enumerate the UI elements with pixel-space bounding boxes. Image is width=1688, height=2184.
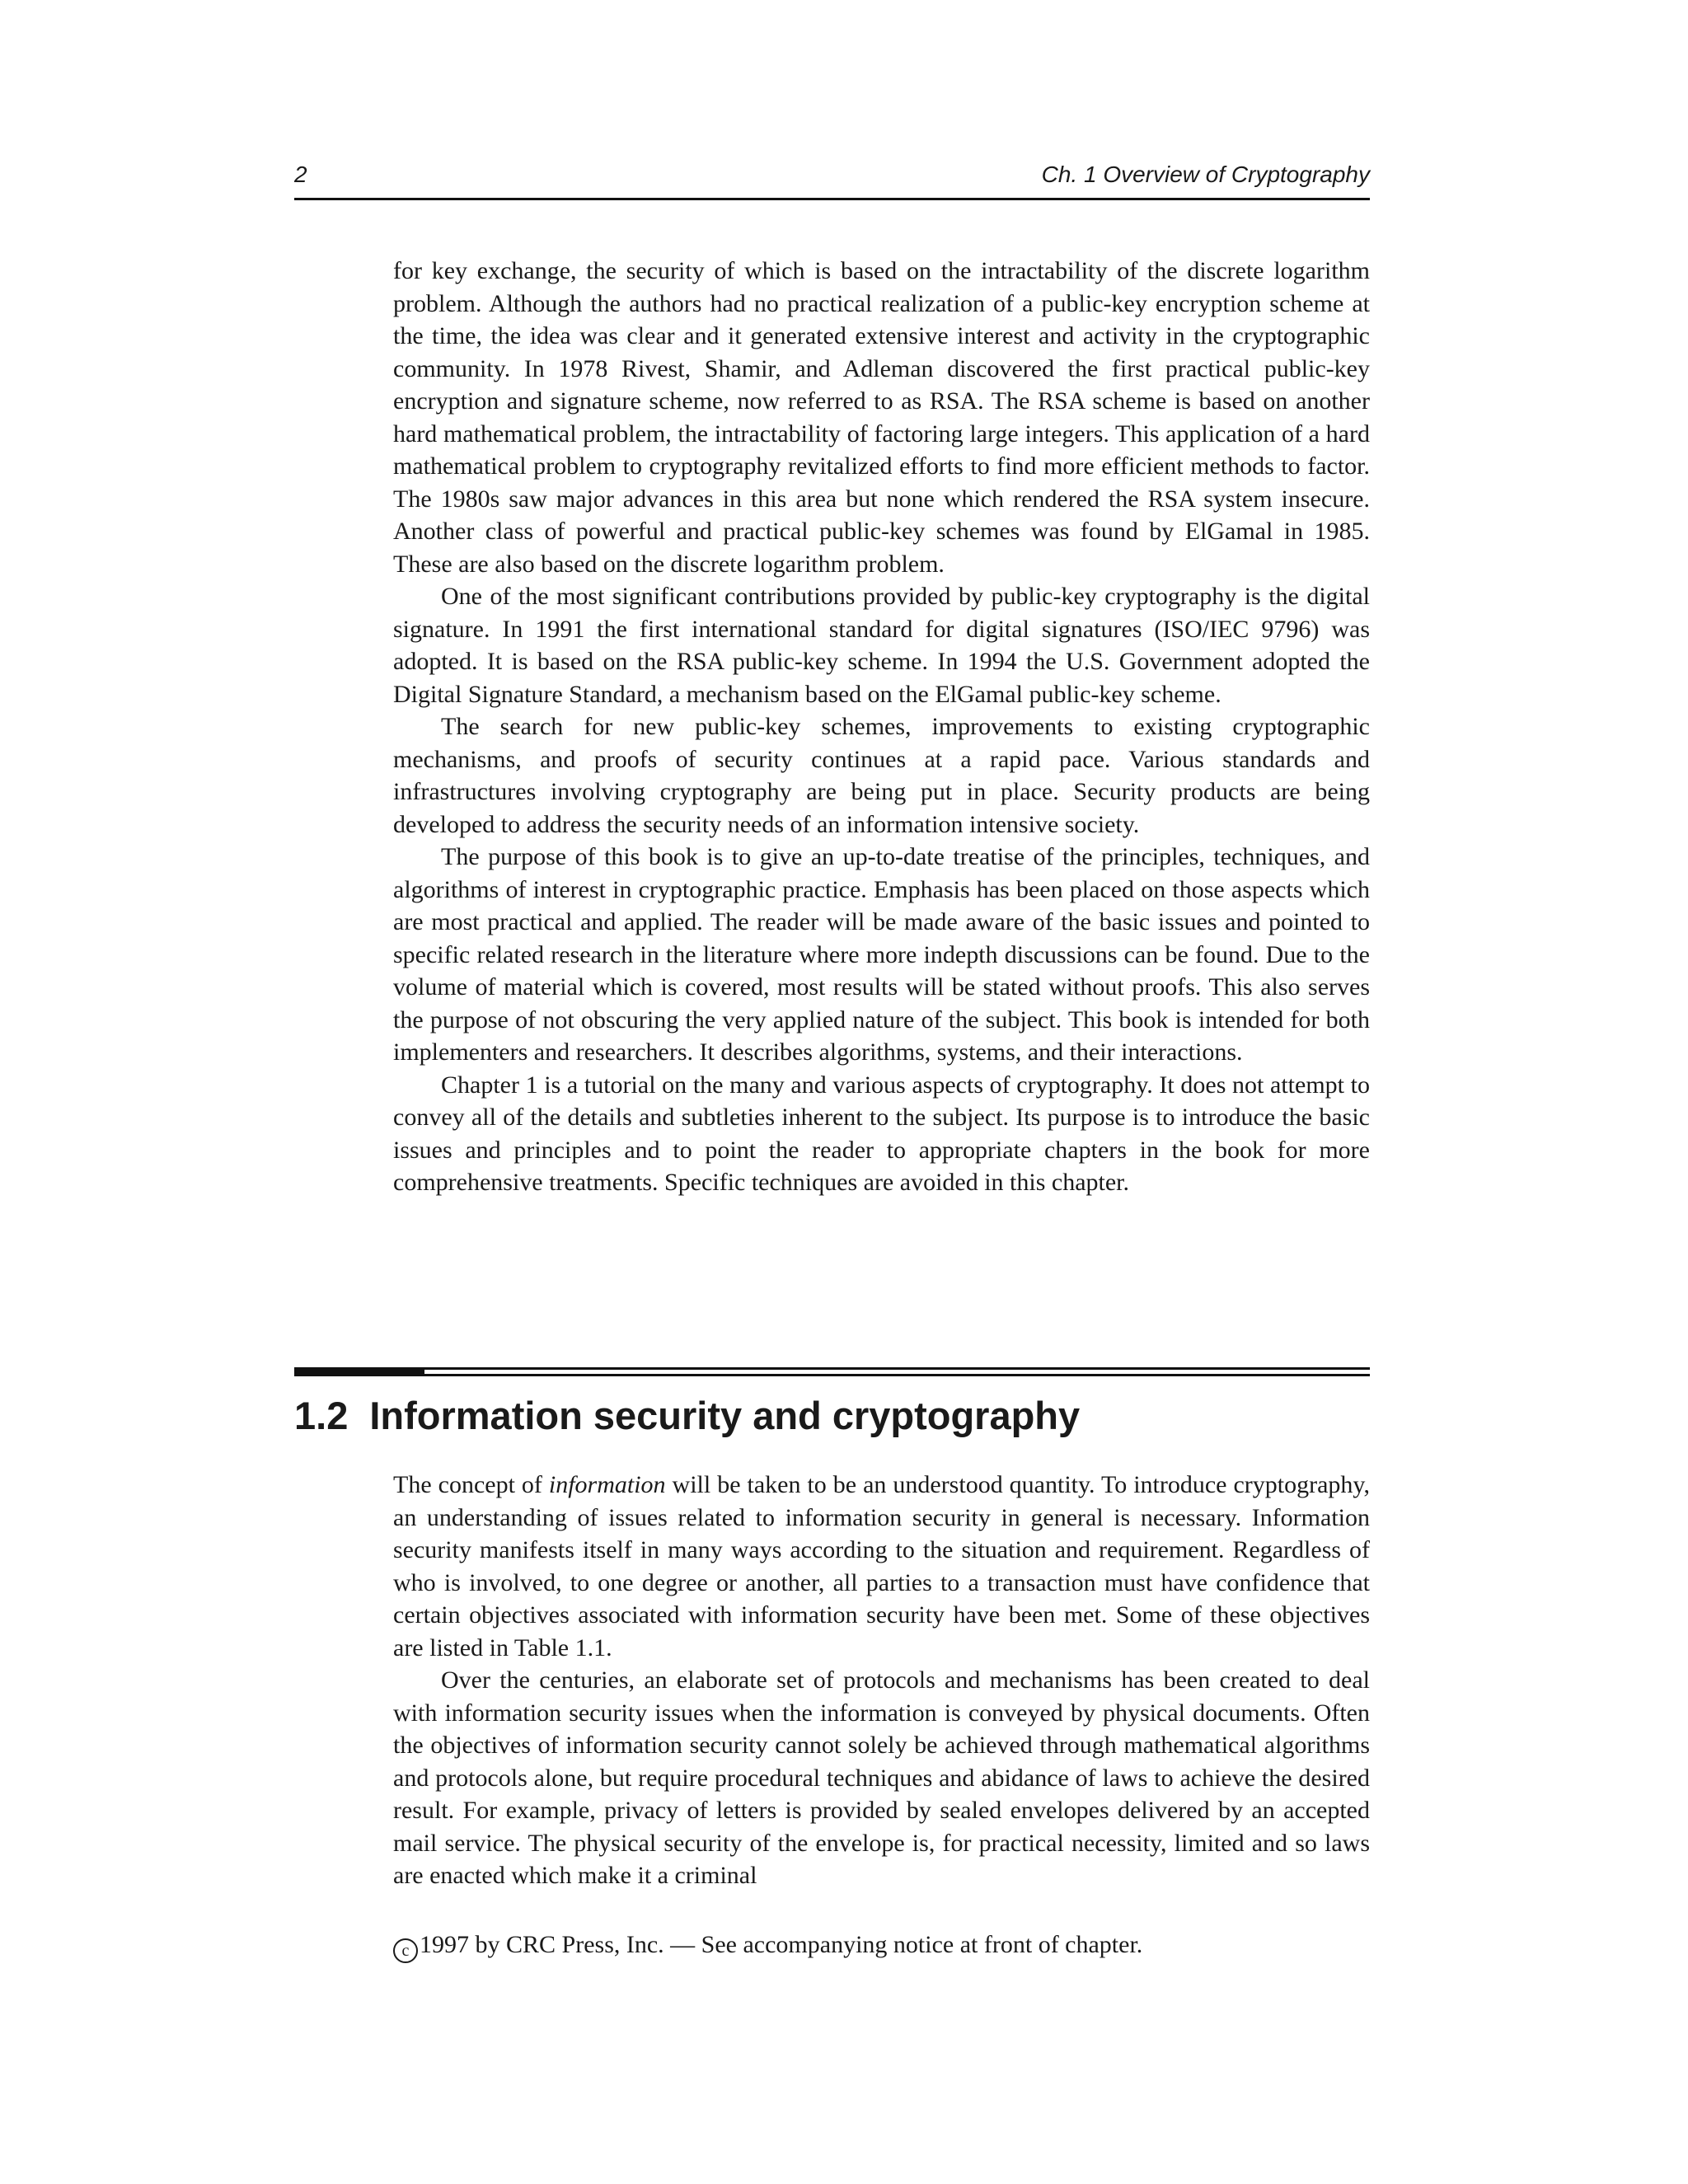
- copyright-icon: c: [393, 1938, 418, 1963]
- paragraph: Over the centuries, an elaborate set of protocols and mechanisms has been created to deal with information security issues when the information is conveyed by physical documents. Often the objectives of information security cannot solely be achieved through mathematical algorithms and protocols alone, but require procedural techniques and abidance of laws to achieve the desired result. For example, privacy of letters is provided by sealed envelopes delivered by an accepted mail service. The physical security of the envelope is, for practical necessity, limited and so laws are enacted which make it a criminal: [393, 1666, 1370, 1889]
- paragraph-text: will be taken to be an understood quantity. To introduce cryptography, an understanding of issues related to information security in general is necessary. Information security manifests itself in many ways according to the situation and requirement. Regardless of who is involved, to one degree or another, all parties to a transaction must have confidence that certain objectives associated with information security have been met. Some of these objectives are listed in Table 1.1.: [393, 1471, 1370, 1661]
- section-text-block: [393, 1469, 1370, 1892]
- paragraph: The purpose of this book is to give an up-to-date treatise of the principles, techniques, and algorithms of interest in cryptographic practice. Emphasis has been placed on those aspects which are most practical and applied. The reader will be made aware of the basic issues and pointed to specific related research in the literature where more indepth discussions can be found. Due to the volume of material which is covered, most results will be stated without proofs. This also serves the purpose of not obscuring the very applied nature of the subject. This book is intended for both implementers and researchers. It describes algorithms, systems, and their interactions.: [393, 843, 1370, 1066]
- paragraph: The search for new public-key schemes, improvements to existing cryptographic mechanisms, and proofs of security continues at a rapid pace. Various standards and infrastructures involving cryptography are being put in place. Security products are being developed to address the security needs of an information intensive society.: [393, 713, 1370, 838]
- paragraph: Chapter 1 is a tutorial on the many and various aspects of cryptography. It does not attempt to convey all of the details and subtleties inherent to the subject. Its purpose is to introduce the basic issues and principles and to point the reader to appropriate chapters in the book for more comprehensive treatments. Specific techniques are avoided in this chapter.: [393, 1071, 1370, 1196]
- section-rule: [294, 1367, 1370, 1376]
- section-number: 1.2: [294, 1394, 349, 1437]
- copyright-footer: [393, 1929, 1142, 1963]
- chapter-title: Ch. 1 Overview of Cryptography: [1041, 162, 1370, 187]
- section-heading: [294, 1393, 1080, 1439]
- paragraph: One of the most significant contributions provided by public-key cryptography is the digital signature. In 1991 the first international standard for digital signatures (ISO/IEC 9796) was adopted. It is based on the RSA public-key scheme. In 1994 the U.S. Government adopted the Digital Signature Standard, a mechanism based on the ElGamal public-key scheme.: [393, 583, 1370, 708]
- copyright-text: 1997 by CRC Press, Inc. — See accompanying notice at front of chapter.: [420, 1931, 1143, 1958]
- paragraph-text: The concept of: [393, 1471, 549, 1498]
- section-rule-thick: [294, 1367, 424, 1376]
- paragraph: for key exchange, the security of which is based on the intractability of the discrete logarithm problem. Although the authors had no practical realization of a public-key encryption scheme at the time, the idea was clear and it generated extensive interest and activity in the cryptographic community. In 1978 Rivest, Shamir, and Adleman discovered the first practical public-key encryption and signature scheme, now referred to as RSA. The RSA scheme is based on another hard mathematical problem, the intractability of factoring large integers. This application of a hard mathematical problem to cryptography revitalized efforts to find more efficient methods to factor. The 1980s saw major advances in this area but none which rendered the RSA system insecure. Another class of powerful and practical public-key schemes was found by ElGamal in 1985. These are also based on the discrete logarithm problem.: [393, 257, 1370, 578]
- emphasis-term: information: [548, 1471, 666, 1498]
- running-head: [294, 162, 1370, 200]
- intro-text-block: [393, 255, 1370, 1199]
- section-rule-thin-bottom: [294, 1374, 1370, 1376]
- section-title: Information security and cryptography: [369, 1394, 1081, 1437]
- section-rule-thin-top: [294, 1367, 1370, 1370]
- page-number: 2: [294, 162, 307, 187]
- paragraph: [393, 1469, 1370, 1664]
